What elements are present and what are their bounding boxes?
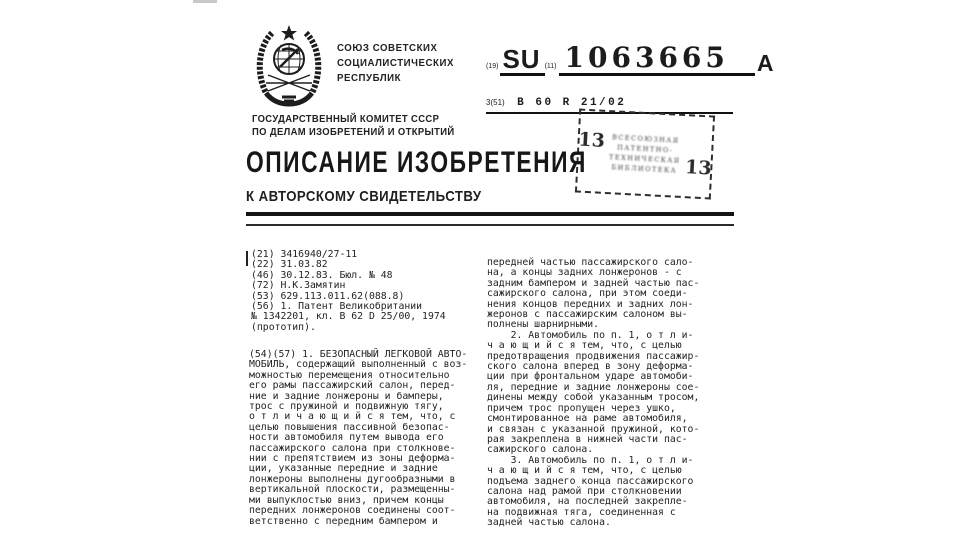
text-line: причем трос пропущен через ушко,	[487, 402, 676, 414]
text-line: СОЮЗ СОВЕТСКИХ	[337, 42, 438, 54]
header-divider-rule	[246, 212, 734, 226]
text-line: динены между собой указанным тросом,	[487, 392, 700, 404]
text-line: РЕСПУБЛИК	[337, 72, 402, 84]
text-line: (прототип).	[251, 321, 316, 333]
text-line: № 1342201, кл. В 62 D 25/00, 1974	[251, 311, 446, 323]
country-code: SU	[500, 46, 544, 76]
text-line: ми выпуклостью вниз, причем концы	[249, 494, 444, 506]
text-line: подъема заднего конца пассажирского	[487, 475, 694, 487]
text-line: ние и задние лонжероны и бамперы,	[249, 390, 444, 402]
text-line: ч а ю щ и й с я тем, что, с целью	[487, 340, 682, 352]
text-line: 2. Автомобиль по п. 1, о т л и-	[487, 329, 694, 341]
publication-number-block	[486, 41, 774, 76]
text-line: нии с препятствием из зоны деформа-	[249, 453, 456, 465]
text-line: ГОСУДАРСТВЕННЫЙ КОМИТЕТ СССР	[252, 113, 440, 125]
text-line: (21) 3416940/27-11	[251, 249, 358, 260]
text-line: жеронов с пассажирским салоном вы-	[487, 309, 688, 321]
text-line: ности автомобиля путем вывода его	[249, 432, 444, 444]
claims-column-right	[487, 258, 737, 529]
stamp-number-left: 13	[577, 128, 606, 152]
ussr-coat-of-arms-icon	[252, 23, 326, 107]
bibliographic-data	[251, 250, 487, 333]
kind-code-19-label: (19)	[486, 63, 499, 70]
text-line: (22) 31.03.82	[251, 259, 328, 271]
text-line: ского салона вперед в зону деформа-	[487, 361, 694, 373]
text-line: на, а концы задних лонжеронов - с	[487, 267, 682, 279]
text-line: пассажирского салона при столкнове-	[249, 442, 456, 454]
text-line: ля, передние и задние лонжероны сое-	[487, 381, 700, 393]
text-line: целью повышения пассивной безопас-	[249, 421, 450, 433]
kind-code-11-label: (11)	[544, 63, 557, 70]
text-line: ВСЕСОЮЗНАЯ	[611, 133, 680, 145]
text-line: ПО ДЕЛАМ ИЗОБРЕТЕНИЙ И ОТКРЫТИЙ	[252, 126, 455, 138]
text-line: полнены шарнирными.	[487, 319, 600, 331]
text-line: рая закреплена в нижней части пас-	[487, 433, 688, 445]
ipc-prefix: 3(51)	[486, 98, 505, 107]
text-line: трос с пружиной и подвижную тягу,	[249, 401, 444, 413]
kind-code: A	[756, 50, 774, 76]
text-line: СОЦИАЛИСТИЧЕСКИХ	[337, 57, 454, 69]
text-line: и связан с указанной пружиной, кото-	[487, 423, 700, 435]
text-line: ПАТЕНТНО-	[616, 143, 674, 155]
text-line: нения концов передних и задних лон-	[487, 298, 694, 310]
text-line: (56) 1. Патент Великобритании	[251, 301, 423, 313]
claims-column-left	[249, 350, 487, 527]
text-line: предотвращения продвижения пассажир-	[487, 350, 700, 362]
text-line: 3. Автомобиль по п. 1, о т л и-	[487, 454, 694, 466]
star-icon	[281, 25, 297, 41]
text-line: (54)(57) 1. БЕЗОПАСНЫЙ ЛЕГКОВОЙ АВТО-	[249, 349, 468, 360]
text-line: салона над рамой при столкновении	[487, 485, 682, 497]
ipc-value: B 60 R 21/02	[517, 97, 627, 109]
text-line: БИБЛИОТЕКА	[611, 163, 678, 175]
text-line: сажирского салона, при этом соеди-	[487, 288, 688, 300]
scan-artifact-mark	[193, 0, 217, 3]
text-line: о т л и ч а ю щ и й с я тем, что, с	[249, 411, 456, 423]
text-line: на подвижная тяга, соединенная с	[487, 506, 676, 518]
text-line: смонтированное на раме автомобиля,	[487, 413, 688, 425]
text-line: ции при фронтальном ударе автомоби-	[487, 371, 694, 383]
text-line: задней частью салона.	[487, 517, 611, 529]
text-line: задним бампером и задней частью пас-	[487, 277, 700, 289]
text-line: (72) Н.К.Замятин	[251, 280, 346, 292]
text-line: передних лонжеронов соединены соот-	[249, 505, 456, 517]
text-line: (53) 629.113.011.62(088.8)	[251, 290, 405, 302]
text-line: передней частью пассажирского сало-	[487, 257, 694, 268]
text-line: ции, указанные передние и задние	[249, 463, 438, 475]
text-line: ТЕХНИЧЕСКАЯ	[608, 153, 681, 165]
text-line: ч а ю щ и й с я тем, что, с целью	[487, 465, 682, 477]
text-line: лонжероны выполнены дугообразными в	[249, 473, 456, 485]
text-line: сажирского салона.	[487, 444, 594, 456]
text-line: можностью перемещения относительно	[249, 369, 450, 381]
library-stamp	[575, 108, 715, 199]
document-number: 1063665	[559, 44, 755, 76]
country-name	[337, 41, 454, 86]
text-line: МОБИЛЬ, содержащий выполненный с воз-	[249, 359, 468, 371]
document-subtitle: К АВТОРСКОМУ СВИДЕТЕЛЬСТВУ	[246, 188, 482, 205]
text-line: автомобиля, на последней закрепле-	[487, 496, 688, 508]
document-title: ОПИСАНИЕ ИЗОБРЕТЕНИЯ	[246, 146, 587, 179]
scan-margin-tick	[246, 251, 248, 266]
issuing-committee	[252, 113, 455, 139]
text-line: его рамы пассажирский салон, перед-	[249, 380, 456, 392]
stamp-text	[601, 112, 689, 196]
stamp-number-right: 13	[684, 156, 713, 180]
text-line: (46) 30.12.83. Бюл. № 48	[251, 269, 393, 281]
text-line: ветственно с передним бампером и	[249, 515, 438, 527]
text-line: вертикальной плоскости, размещенны-	[249, 484, 456, 496]
